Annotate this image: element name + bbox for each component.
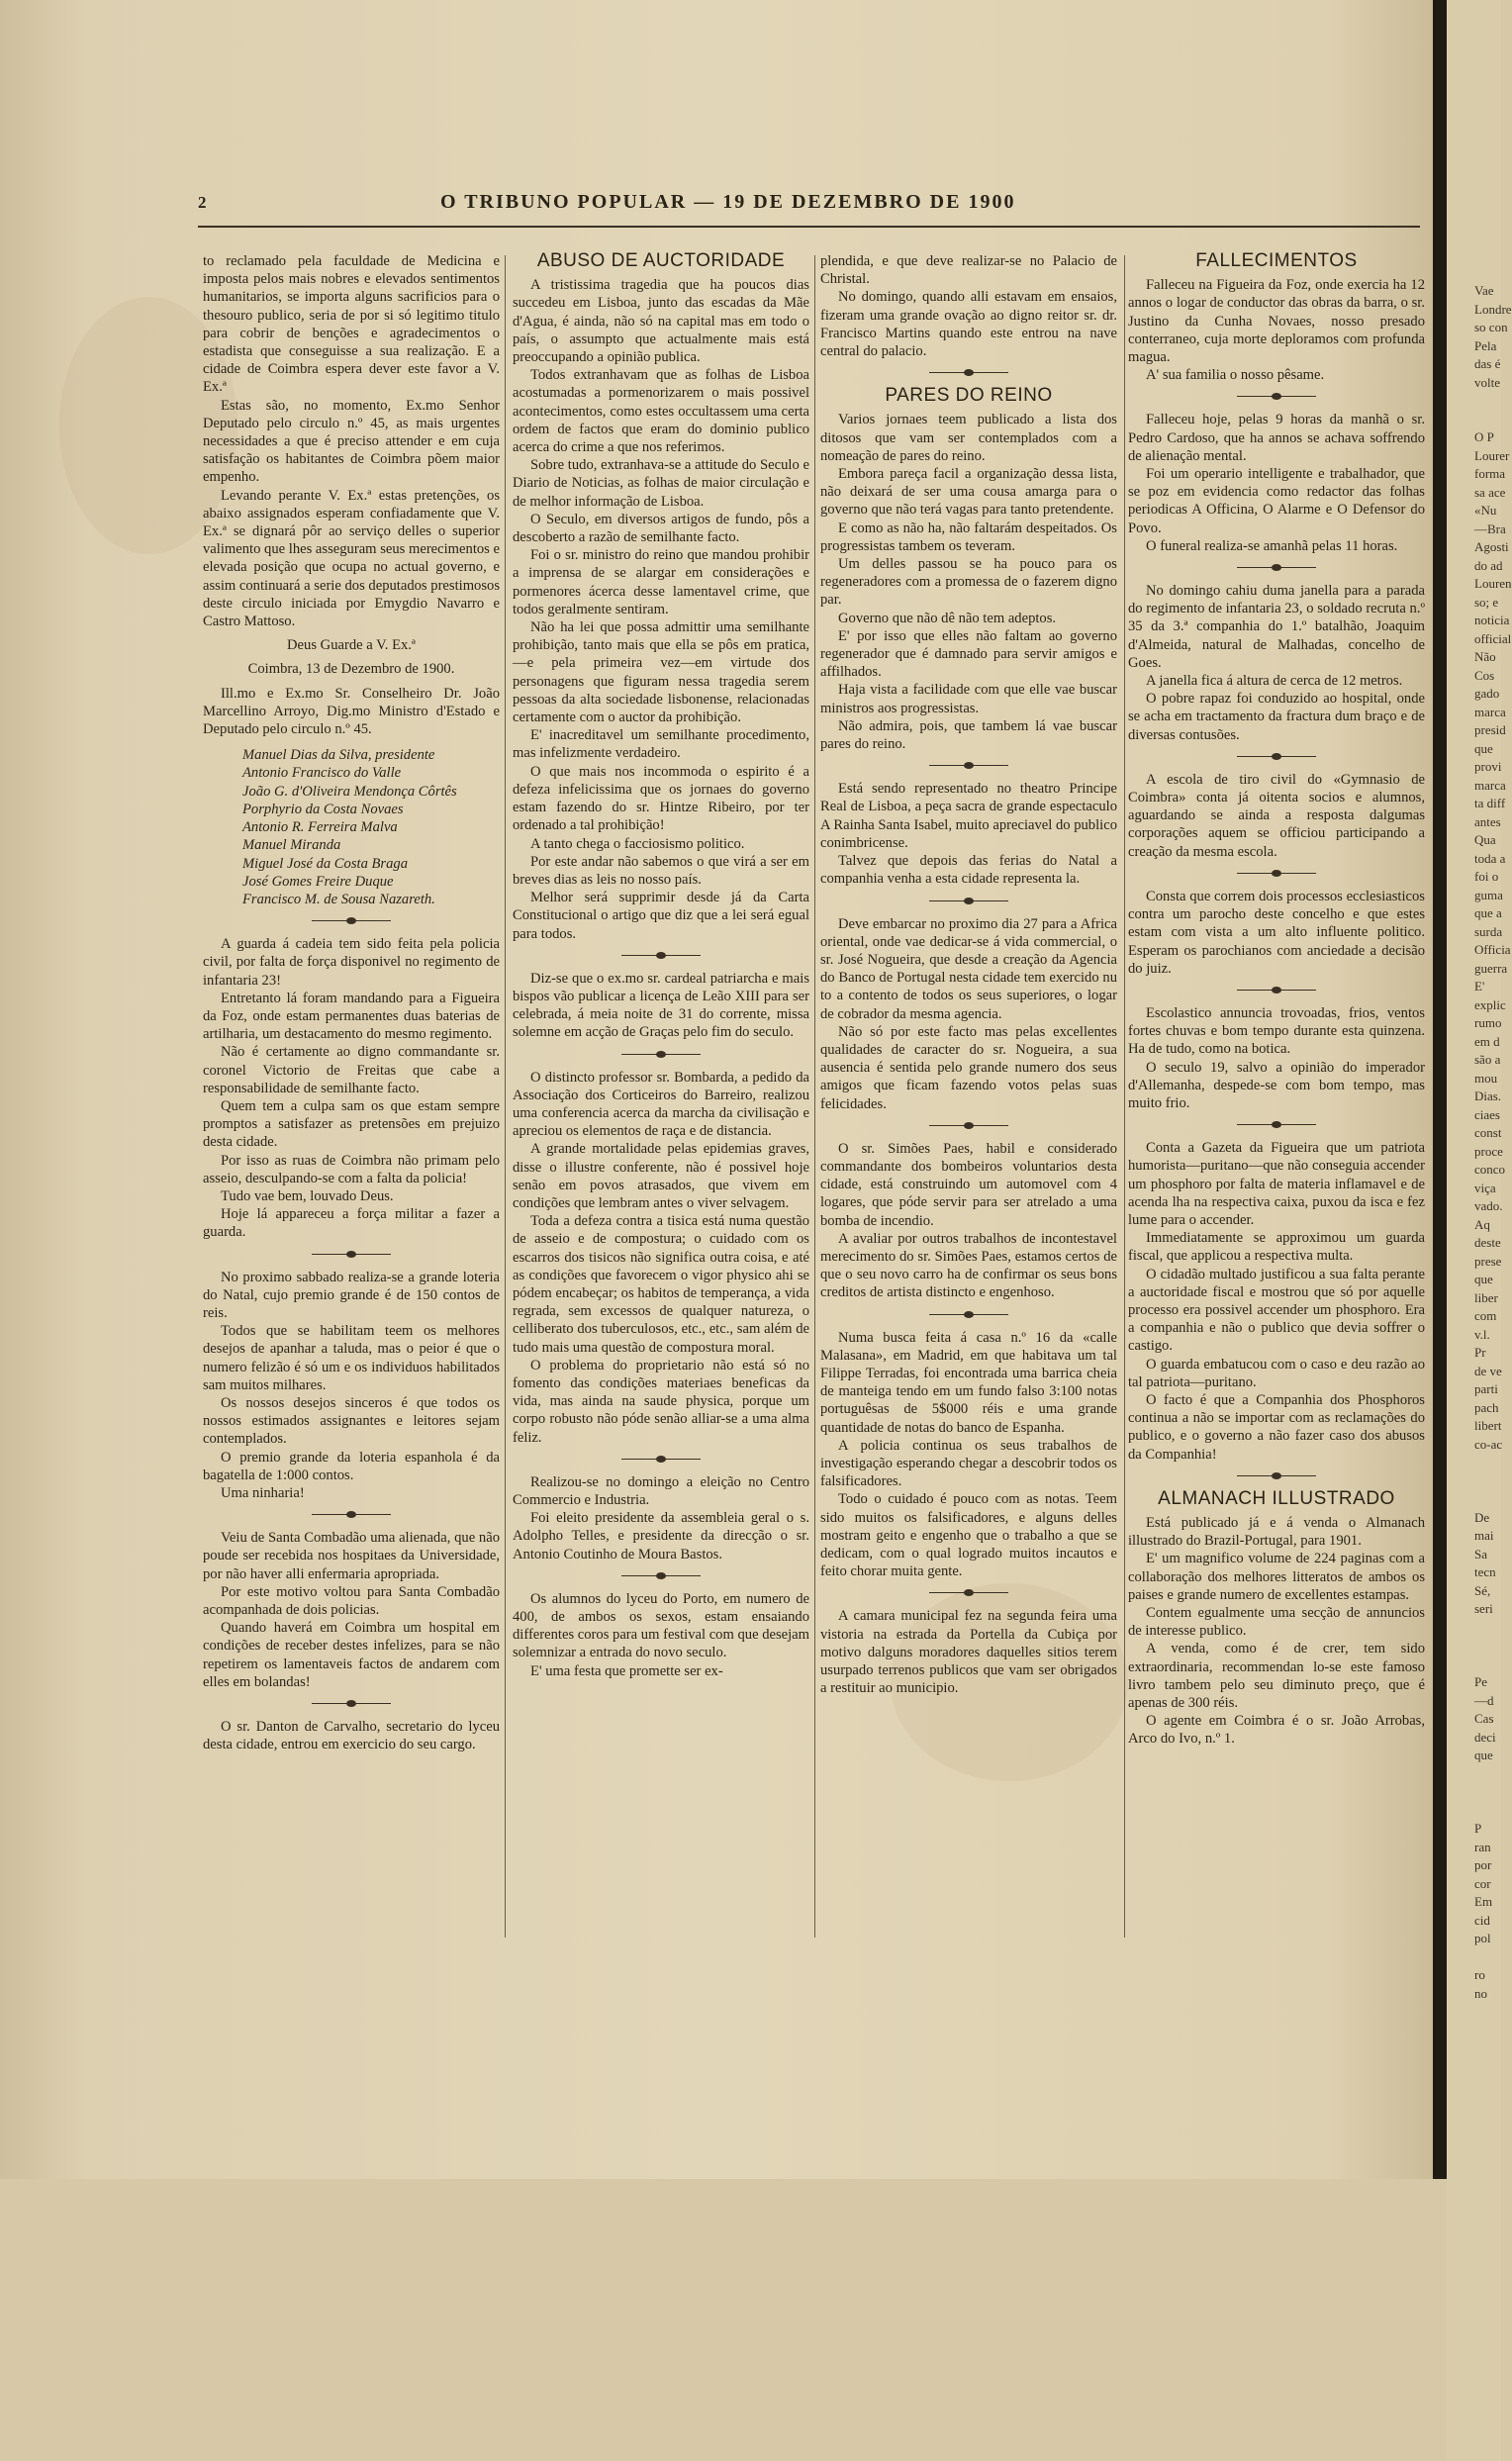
fragment-line <box>1447 1454 1501 1472</box>
paragraph: O que mais nos incommoda o espirito é a defeza infelicissima que os jornaes do governo estam fazendo do sr. Hintze Ribeiro, por ter ordenado a tal prohibição! <box>513 763 809 834</box>
paragraph: A venda, como é de crer, tem sido extraordinaria, recommendan lo-se este famoso livro tambem pelo seu diminuto preço, que é apenas de 300 réis. <box>1128 1641 1425 1712</box>
signature: Manuel Dias da Silva, presidente <box>242 747 435 764</box>
fragment-line: guma <box>1474 887 1503 902</box>
fragment-line: so con <box>1474 320 1508 334</box>
paragraph: Sobre tudo, extranhava-se a attitude do Seculo e Diario de Noticias, as folhas de maior circulação e de melhor informação de Lisboa. <box>513 457 809 510</box>
paragraph: O pobre rapaz foi conduzido ao hospital, onde se acha em tractamento da fractura dum braço e de diversas contusões. <box>1128 691 1425 743</box>
guarda-article <box>203 935 500 1241</box>
separator-ornament <box>1237 567 1316 568</box>
page-number: 2 <box>198 193 207 212</box>
paragraph: Varios jornaes teem publicado a lista dos ditosos que vam ser contemplados com a nomeação de pares do reino. <box>820 412 1117 464</box>
paragraph: A escola de tiro civil do «Gymnasio de Coimbra» conta já oitenta socios e alumnos, aguardando se ainda a resposta dalgumas corporações aquem se officiou participando a creação da mesma escola. <box>1128 771 1425 860</box>
separator-ornament <box>621 1459 701 1460</box>
fragment-line: surda <box>1474 923 1503 939</box>
fragment-line: presid <box>1474 722 1506 737</box>
paragraph: Melhor será supprimir desde já da Carta Constitucional o artigo que diz que a lei será egual para todos. <box>513 890 809 942</box>
paragraph: Embora pareça facil a organização dessa lista, não deixará de ser uma cousa amarga para o governo que não terá vagas para tanto pretendente. <box>820 466 1117 519</box>
separator-ornament <box>1237 396 1316 397</box>
paragraph: Um delles passou se ha pouco para os regeneradores com a promessa de o fazerem digno par. <box>820 556 1117 609</box>
signature: Miguel José da Costa Braga <box>242 855 409 872</box>
fragment-line: que a <box>1474 905 1502 920</box>
gazeta-article <box>1128 1139 1425 1464</box>
paragraph: No proximo sabbado realiza-se a grande loteria do Natal, cujo premio grande é de 150 contos de reis. <box>203 1269 500 1321</box>
separator-ornament <box>929 900 1008 901</box>
paragraph: Não admira, pois, que tambem lá vae buscar pares do reino. <box>820 717 1117 753</box>
fragment-line: official <box>1474 630 1512 646</box>
fragment-line: ro <box>1474 1967 1485 1982</box>
fragment-line <box>1447 1656 1501 1674</box>
fragment-line: marca <box>1474 704 1506 719</box>
fragment-line: Lourer <box>1474 447 1510 463</box>
fragment-line: Dias. <box>1474 1089 1502 1103</box>
paragraph: O funeral realiza-se amanhã pelas 11 horas. <box>1146 537 1398 554</box>
fragment-line <box>1447 1765 1501 1784</box>
fragment-line: do ad <box>1474 557 1503 573</box>
fragment-line: ran <box>1474 1839 1491 1854</box>
paragraph: O problema do proprietario não está só no fomento das condições materiaes beneficas da vida, mas ainda na saude physica, porque um corpo robusto não póde senão alliar-se a uma alma feliz. <box>513 1357 809 1446</box>
paragraph: Não é certamente ao digno commandante sr. coronel Victorio de Freitas que cabe a responsabilidade de semilhante facto. <box>203 1044 500 1096</box>
pares-article <box>820 411 1117 753</box>
paragraph: Falleceu na Figueira da Foz, onde exercia ha 12 annos o logar de conductor das obras da barra, o sr. Justino da Cunha Novaes, nosso presado conterraneo, cuja morte deploramos com profunda magua. <box>1128 277 1425 366</box>
dateline: Coimbra, 13 de Dezembro de 1900. <box>247 661 455 678</box>
paragraph: Por este motivo voltou para Santa Combadão acompanhada de dois policias. <box>203 1583 500 1619</box>
fragment-line: ta diff <box>1474 796 1506 810</box>
separator-ornament <box>1237 1475 1316 1476</box>
fragment-line: Vae <box>1474 283 1494 298</box>
paragraph: Por este andar não sabemos o que virá a ser em breves dias as leis no nosso país. <box>513 853 809 888</box>
paragraph: A avaliar por outros trabalhos de incontestavel merecimento do sr. Simões Paes, estamos certos de que o seu novo carro ha de confirmar os seus bons creditos de artista distincto e engenhoso. <box>820 1230 1117 1301</box>
separator-ornament <box>1237 990 1316 991</box>
fragment-line: Sé, <box>1474 1582 1491 1598</box>
paragraph: Por isso as ruas de Coimbra não primam pelo asseio, desculpando-se com a falta da policia! <box>203 1152 500 1186</box>
fragment-line: seri <box>1474 1601 1493 1616</box>
fragment-line: Pe <box>1474 1674 1487 1689</box>
paragraph: A camara municipal fez na segunda feira uma vistoria na estrada da Portella da Cubiça por motivo dalguns moradores daquelles sitios terem usurpado terrenos publicos que vam ser obrigados a restituir ao municipio. <box>820 1608 1117 1697</box>
paragraph: Todo o cuidado é pouco com as notas. Teem sido muitos os falsificadores, e alguns delles mostram geito e engenho que o trabalho a que se dedicam, com o qual logrado muitos incautos e feito chorar muita gente. <box>820 1491 1117 1580</box>
fragment-line: Não <box>1474 649 1496 664</box>
paragraph: Haja vista a facilidade com que elle vae buscar ministros aos progressistas. <box>820 682 1117 716</box>
fragment-line: so; e <box>1474 594 1499 610</box>
paragraph: Falleceu hoje, pelas 9 horas da manhã o sr. Pedro Cardoso, que ha annos se achava soffrendo de alienação mental. <box>1128 412 1425 464</box>
fragment-line: conco <box>1474 1162 1506 1177</box>
paragraph: Quem tem a culpa sam os que estam sempre promptos a satisfazer as pretensões em prejuizo desta cidade. <box>203 1097 500 1151</box>
paragraph: E' um magnifico volume de 224 paginas com a collaboração dos melhores litteratos de ambos os paises e grande numero de excellentes estampas. <box>1128 1551 1425 1603</box>
fragment-line: gado <box>1474 686 1500 701</box>
fragment-line: Aq <box>1474 1216 1490 1232</box>
article-headline: PARES DO REINO <box>885 385 1053 407</box>
column-4 <box>1128 252 1425 1749</box>
fragment-line: pach <box>1474 1399 1499 1415</box>
paragraph: Tudo vae bem, louvado Deus. <box>221 1187 394 1204</box>
signature: Antonio Francisco do Valle <box>242 765 402 782</box>
fragment-line: —Bra <box>1474 521 1506 536</box>
separator-ornament <box>312 1514 391 1515</box>
fragment-line <box>1447 1637 1501 1656</box>
fragment-line: Cas <box>1474 1711 1494 1726</box>
paragraph: E' por isso que elles não faltam ao governo regenerador que é damnado para servir amigos e affilhados. <box>820 627 1117 681</box>
janella-article <box>1128 582 1425 744</box>
fragment-line: antes <box>1474 813 1501 829</box>
fragment-line: v.l. <box>1474 1326 1490 1342</box>
article-headline: ALMANACH ILLUSTRADO <box>1158 1487 1395 1509</box>
paragraph: E' inacreditavel um semilhante procedimento, mas infelizmente verdadeiro. <box>513 727 809 762</box>
cardeal-article <box>513 970 809 1042</box>
paragraph: Os nossos desejos sinceros é que todos os nossos estimados assignantes e leitores sejam contemplados. <box>203 1394 500 1448</box>
fragment-line: provi <box>1474 759 1502 774</box>
paragraph: O sr. Danton de Carvalho, secretario do lyceu desta cidade, entrou em exercicio do seu cargo. <box>203 1719 500 1753</box>
signature: João G. d'Oliveira Mendonça Côrtês <box>242 783 457 800</box>
paragraph: E como as não ha, não faltarám despeitados. Os progressistas tambem os teveram. <box>820 520 1117 554</box>
fragment-line <box>1447 1948 1501 1967</box>
fragment-line: P <box>1474 1821 1482 1836</box>
column-1 <box>203 252 500 1753</box>
paragraph: A tanto chega o facciosismo politico. <box>530 835 745 852</box>
paragraph: Consta que correm dois processos ecclesiasticos contra um parocho deste concelho e que estes estam com vista a um alto influente politico. Esperam os parochianos com anciedade a decisão do juiz. <box>1128 888 1425 977</box>
fragment-line: ciaes <box>1474 1106 1500 1122</box>
separator-ornament <box>312 920 391 921</box>
signature: Francisco M. de Sousa Nazareth. <box>242 891 435 907</box>
loteria-article <box>203 1269 500 1503</box>
separator-ornament <box>312 1703 391 1704</box>
fragment-line: Officia <box>1474 942 1511 957</box>
fragment-line: const <box>1474 1125 1502 1140</box>
fragment-line: Em <box>1474 1894 1493 1909</box>
fragment-line: mai <box>1474 1528 1494 1543</box>
fragment-line: forma <box>1474 466 1506 481</box>
paragraph: Não ha lei que possa admittir uma semilhante prohibição, tanto mais que ella se pôs em pratica,—e pela primeira vez—em virtude dos personagens que figuram nessa tragedia serem pessoas da alta sociedade lisbonense, relacionadas certamente com o auctor da prohibição. <box>513 619 809 726</box>
fragment-line: Louren <box>1474 576 1512 591</box>
paragraph: A policia continua os seus trabalhos de investigação esperando chegar a descobrir todos os falsificadores. <box>820 1437 1117 1490</box>
fragment-line: deste <box>1474 1235 1501 1250</box>
fragment-line: das é <box>1474 356 1501 371</box>
separator-ornament <box>312 1254 391 1255</box>
paragraph: Foi eleito presidente da assembleia geral o s. Adolpho Telles, e presidente da direcção o sr. Antonio Coutinho de Moura Bastos. <box>513 1510 809 1562</box>
fragment-line <box>1447 1472 1501 1491</box>
fragment-line: por <box>1474 1857 1492 1872</box>
fragment-line: que <box>1474 740 1493 756</box>
paragraph: A grande mortalidade pelas epidemias graves, disse o illustre conferente, não é possivel hoje senão em povos atrasados, que vivem em condições que lembram antes o viver selvagem. <box>513 1141 809 1211</box>
paragraph: No domingo, quando alli estavam em ensaios, fizeram uma grande ovação ao digno reitor sr. dr. Francisco Martins quando este entrou na nave central do palacio. <box>820 289 1117 360</box>
signature-list <box>203 746 500 908</box>
separator-ornament <box>929 1592 1008 1593</box>
separator-ornament <box>621 1575 701 1576</box>
paragraph: Governo que não dê não tem adeptos. <box>838 610 1057 626</box>
fragment-line: em d <box>1474 1033 1500 1049</box>
paragraph: Está sendo representado no theatro Principe Real de Lisboa, a peça sacra de grande espectaculo A Rainha Santa Isabel, muito apreciavel do publico conimbricense. <box>820 781 1117 851</box>
separator-ornament <box>1237 873 1316 874</box>
separator-ornament <box>1237 1124 1316 1125</box>
paragraph: O agente em Coimbra é o sr. João Arrobas, Arco do Ivo, n.º 1. <box>1128 1713 1425 1748</box>
fragment-line: foi o <box>1474 869 1499 884</box>
paragraph: O cidadão multado justificou a sua falta perante a auctoridade fiscal e mostrou que só por aquelle processo era possivel accender um phosphoro. Era a companhia e não o publico que devia soffrer o castigo. <box>1128 1266 1425 1355</box>
fragment-line: E' <box>1474 979 1485 994</box>
danton-article <box>203 1718 500 1753</box>
fragment-line: sa ace <box>1474 484 1506 500</box>
fragment-line: volte <box>1474 374 1500 390</box>
paragraph: E' uma festa que promette ser ex- <box>530 1662 723 1679</box>
paes-article <box>820 1140 1117 1302</box>
paragraph: Numa busca feita á casa n.º 16 da «calle Malasana», em Madrid, em que habitava um tal Filippe Terradas, foi encontrada uma barrica cheia de manteiga tendo em um fundo falso 3:100 notas portuguêsas de 5$000 réis e uma grande quantidade de notas do banco de Espanha. <box>820 1329 1117 1436</box>
paragraph: Contem egualmente uma secção de annuncios de interesse publico. <box>1128 1605 1425 1640</box>
separator-ornament <box>621 955 701 956</box>
paragraph: Talvez que depois das ferias do Natal a companhia venha a esta cidade representa la. <box>820 853 1117 888</box>
paragraph: Foi o sr. ministro do reino que mandou prohibir a imprensa de se alargar em considerações e pormenores ácerca desse lamentavel crime, que todos geralmente sentiram. <box>513 547 809 617</box>
fragment-line: no <box>1474 1985 1487 2001</box>
paragraph: Todos extranhavam que as folhas de Lisboa acostumadas a pormenorizarem o mais possivel acontecimentos, como estes occultassem uma certa ordem de factos que eram do dominio publico acerca do crime a que nos referimos. <box>513 367 809 456</box>
alienada-article <box>203 1529 500 1691</box>
fragment-line <box>1447 1490 1501 1509</box>
paragraph: Veiu de Santa Combadão uma alienada, que não poude ser recebida nos hospitaes da Universidade, por não haver alli enfermaria apropriada. <box>203 1530 500 1582</box>
escolastico-article <box>1128 1004 1425 1112</box>
column-2 <box>513 252 809 1680</box>
paragraph: A guarda á cadeia tem sido feita pela policia civil, por falta de força disponivel no regimento de infantaria 23! <box>203 936 500 989</box>
paragraph: Levando perante V. Ex.ª estas pretenções, os abaixo assignados esperam confiadamente que V. Ex.ª se dignará pôr ao serviço delles o superior valimento que lhes asseguram seus merecimentos e elevada posição que ocupa no actual governo, e assim continuará a serie dos deputados prestimosos deste circulo iniciada por Emygdio Navarro e Castro Mattoso. <box>203 487 500 630</box>
paragraph: to reclamado pela faculdade de Medicina e imposta pelos mais nobres e elevados sentimentos humanitarios, se importa alguns sacrificios para o thesouro publico, seria de por si só legitimo titulo para cobrir de benções e agradecimentos o estadista que conseguisse a sua realização. E a cidade de Coimbra espera dever este favor a V. Ex.ª <box>203 253 500 396</box>
signature: Manuel Miranda <box>242 837 341 854</box>
paragraph: Os alumnos do lyceu do Porto, em numero de 400, de ambos os sexos, estam ensaiando differentes coros para um festival com que desejam solemnizar a entrada do novo seculo. <box>513 1590 810 1661</box>
fragment-line: tecn <box>1474 1564 1496 1579</box>
fragment-line: Qua <box>1474 832 1496 847</box>
busca-article <box>820 1329 1117 1581</box>
signature: Antonio R. Ferreira Malva <box>242 819 398 836</box>
paragraph: O distincto professor sr. Bombarda, a pedido da Associação dos Corticeiros do Barreiro, realizou uma conferencia acerca da marcha da civilisação e apreciou os elementos de raça e de distancia. <box>513 1069 809 1140</box>
fragment-line: Londre <box>1474 301 1512 317</box>
eleicao-article <box>513 1473 809 1563</box>
fragment-line <box>1447 1783 1501 1802</box>
fragment-line: com <box>1474 1308 1497 1323</box>
paragraph: Estas são, no momento, Ex.mo Senhor Deputado pelo circulo n.º 45, as mais urgentes necessidades a que é preciso attender e em cuja satisfação os habitantes de Coimbra põem maior empenho. <box>203 397 500 486</box>
paragraph: Realizou-se no domingo a eleição no Centro Commercio e Industria. <box>513 1473 809 1508</box>
signature: Porphyrio da Costa Novaes <box>242 801 404 817</box>
fragment-line <box>1447 411 1501 429</box>
paragraph: A' sua familia o nosso pêsame. <box>1146 367 1325 384</box>
fragment-line: De <box>1474 1509 1490 1525</box>
fragment-line: marca <box>1474 777 1506 793</box>
separator-ornament <box>1237 756 1316 757</box>
separator-ornament <box>929 372 1008 373</box>
paragraph: plendida, e que deve realizar-se no Palacio de Christal. <box>820 253 1117 288</box>
camara-article <box>820 1607 1117 1697</box>
fragment-line: prese <box>1474 1253 1502 1269</box>
petition-article <box>203 252 500 908</box>
teatro-article <box>820 780 1117 888</box>
fragment-line: Pela <box>1474 337 1497 353</box>
paragraph: O seculo 19, salvo a opinião do imperador d'Allemanha, despede-se com bom tempo, mas muito frio. <box>1128 1059 1425 1111</box>
fallecimentos-article <box>1128 276 1425 384</box>
fragment-line: que <box>1474 1748 1493 1762</box>
separator-ornament <box>621 1054 701 1055</box>
fragment-line: O P <box>1474 429 1494 444</box>
fragment-line: «Nu <box>1474 503 1497 518</box>
paragraph: Quando haverá em Coimbra um hospital em condições de receber destes infelizes, para se não repetirem os lamentaveis factos de andarem com elles em bolandas! <box>203 1620 500 1690</box>
fragment-line: libert <box>1474 1418 1502 1433</box>
fragment-line: deci <box>1474 1729 1496 1745</box>
fragment-line: mou <box>1474 1070 1498 1086</box>
tiro-article <box>1128 771 1425 861</box>
article-headline: FALLECIMENTOS <box>1195 250 1358 271</box>
paragraph: O guarda embatucou com o caso e deu razão ao tal patriota—puritano. <box>1128 1356 1425 1390</box>
addressee: Ill.mo e Ex.mo Sr. Conselheiro Dr. João Marcellino Arroyo, Dig.mo Ministro d'Estado e Deputado pelo circulo n.º 45. <box>203 685 500 738</box>
cardoso-article <box>1128 411 1425 555</box>
separator-ornament <box>929 1125 1008 1126</box>
column-rule <box>505 255 506 1938</box>
lyceu-continuation <box>820 252 1117 360</box>
fragment-line: co-ac <box>1474 1436 1503 1452</box>
fragment-line: rumo <box>1474 1015 1502 1030</box>
fragment-line: liber <box>1474 1289 1498 1305</box>
fragment-line: Pr <box>1474 1345 1486 1360</box>
fragment-line: parti <box>1474 1381 1498 1396</box>
paragraph: Todos que se habilitam teem os melhores desejos de apanhar a taluda, mas o peior é que o numero felizão é só um e os individuos habilitados sam muitos milhares. <box>203 1323 500 1393</box>
fragment-line: —d <box>1474 1692 1494 1708</box>
column-3 <box>820 252 1117 1697</box>
fragment-line: que <box>1474 1272 1493 1286</box>
header-rule <box>198 226 1420 228</box>
fragment-line: viça <box>1474 1180 1496 1195</box>
fragment-line: Sa <box>1474 1546 1487 1562</box>
paragraph: A janella fica á altura de cerca de 12 metros. <box>1146 673 1403 690</box>
paragraph: Foi um operario intelligente e trabalhador, que se poz em evidencia como redactor das folhas periodicas A Officina, O Alarme e O Defensor do Povo. <box>1128 466 1425 536</box>
fragment-line: cor <box>1474 1875 1491 1891</box>
paragraph: Uma ninharia! <box>221 1485 305 1501</box>
almanach-article <box>1128 1514 1425 1749</box>
paragraph: Hoje lá appareceu a força militar a fazer a guarda. <box>203 1206 500 1241</box>
fragment-line: são a <box>1474 1052 1501 1067</box>
paragraph: Immediatamente se approximou um guarda fiscal, que applicou a respectiva multa. <box>1128 1230 1425 1265</box>
adjacent-page-fragment <box>1447 0 1512 2461</box>
article-headline: ABUSO DE AUCTORIDADE <box>536 250 786 271</box>
fragment-line <box>1447 1802 1501 1821</box>
separator-ornament <box>929 1314 1008 1315</box>
fragment-line: Agosti <box>1474 539 1509 554</box>
fragment-line <box>1447 1619 1501 1638</box>
paragraph: O sr. Simões Paes, habil e considerado commandante dos bombeiros voluntarios desta cidade, está construindo um automovel com 4 logares, que póde servir para ser atrelado a uma bomba de incendio. <box>820 1140 1117 1229</box>
fragment-line: guerra <box>1474 960 1508 976</box>
column-rule <box>1124 255 1125 1938</box>
processos-article <box>1128 888 1425 978</box>
fragment-line: pol <box>1474 1931 1491 1945</box>
paragraph: Não só por este facto mas pelas excellentes qualidades de caracter do sr. Nogueira, a sua ausencia é sentida pelo grande numero dos seus amigos que ficam fazendo votos pelas suas felicidades. <box>820 1023 1117 1112</box>
paragraph: Escolastico annuncia trovoadas, frios, ventos fortes chuvas e bom tempo durante esta quinzena. Ha de tudo, como na botica. <box>1128 1004 1425 1058</box>
fragment-line: noticia <box>1474 613 1510 627</box>
lyceu-article <box>513 1590 809 1680</box>
bombarda-article <box>513 1069 809 1447</box>
paragraph: O Seculo, em diversos artigos de fundo, pôs a descoberto a razão de semilhante facto. <box>513 511 809 546</box>
fragment-line: vado. <box>1474 1198 1503 1213</box>
fragment-line: proce <box>1474 1143 1503 1159</box>
paragraph: Está publicado já e á venda o Almanach illustrado do Brazil-Portugal, para 1901. <box>1128 1514 1425 1550</box>
paragraph: O premio grande da loteria espanhola é da bagatella de 1:000 contos. <box>203 1449 500 1483</box>
paragraph: Diz-se que o ex.mo sr. cardeal patriarcha e mais bispos vão publicar a licença de Leão XIII para ser celebrada, á meia noite de 31 do corrente, missa solemne em acção de Graças pelo fim do seculo. <box>513 970 809 1041</box>
fragment-line: explic <box>1474 996 1506 1012</box>
fragment-line <box>1447 392 1501 411</box>
paragraph: Toda a defeza contra a tisica está numa questão de asseio e de compostura; o cuidado com os escarros dos tisicos não significa outra coisa, e até as condições que favorecem o vigor physico ahi se pódem encabeçar; os habitos de temperança, a vida regrada, sem excessos de qualquer natureza, o celliberato dos tuberculosos, etc., etc., sam além de tudo mais uma questão de compostura moral. <box>513 1213 809 1356</box>
paragraph: Deve embarcar no proximo dia 27 para a Africa oriental, onde vae dedicar-se á vida commercial, o sr. José Nogueira, que desde a creação da Agencia do Banco de Portugal nesta cidade tem exercido nu to a contento de todos os seus superiores, o logar de cobrador da mesma agencia. <box>820 915 1117 1022</box>
paragraph: A tristissima tragedia que ha poucos dias succedeu em Lisboa, junto das escadas da Mãe d'Agua, é ainda, não só na capital mas em todo o país, o assumpto que actualmente mais está preoccupando a opinião publica. <box>513 277 809 366</box>
salutation: Deus Guarde a V. Ex.ª <box>287 637 416 654</box>
paragraph: O facto é que a Companhia dos Phosphoros continua a não se importar com as reclamações do publico, e o governo a não fazer caso dos abusos da Companhia! <box>1128 1391 1425 1463</box>
nogueira-article <box>820 915 1117 1113</box>
fragment-line: de ve <box>1474 1363 1502 1378</box>
page-header <box>198 191 1405 219</box>
fragment-line: Cos <box>1474 667 1495 683</box>
fragment-line: cid <box>1474 1912 1490 1928</box>
paragraph: Entretanto lá foram mandando para a Figueira da Foz, onde estam permanentes duas baterias de artilharia, um destacamento do mesmo regimento. <box>203 990 500 1043</box>
paragraph: Conta a Gazeta da Figueira que um patriota humorista—puritano—que não conseguia accender um phosphoro por falta de materia inflamavel e de acenda lha na respectiva caixa, puxou da isca e fez lume para o accender. <box>1128 1140 1425 1228</box>
signature: José Gomes Freire Duque <box>242 873 394 890</box>
separator-ornament <box>929 765 1008 766</box>
masthead: O TRIBUNO POPULAR — 19 DE DEZEMBRO DE 1900 <box>440 191 1016 213</box>
abuso-article <box>513 276 809 943</box>
paragraph: No domingo cahiu duma janella para a parada do regimento de infantaria 23, o soldado recruta n.º 35 da 3.ª companhia do 1.º batalhão, Joaquim d'Almeida, natural de Malhadas, concelho de Goes. <box>1128 583 1425 671</box>
column-rule <box>814 255 815 1938</box>
fragment-line: toda a <box>1474 850 1506 866</box>
